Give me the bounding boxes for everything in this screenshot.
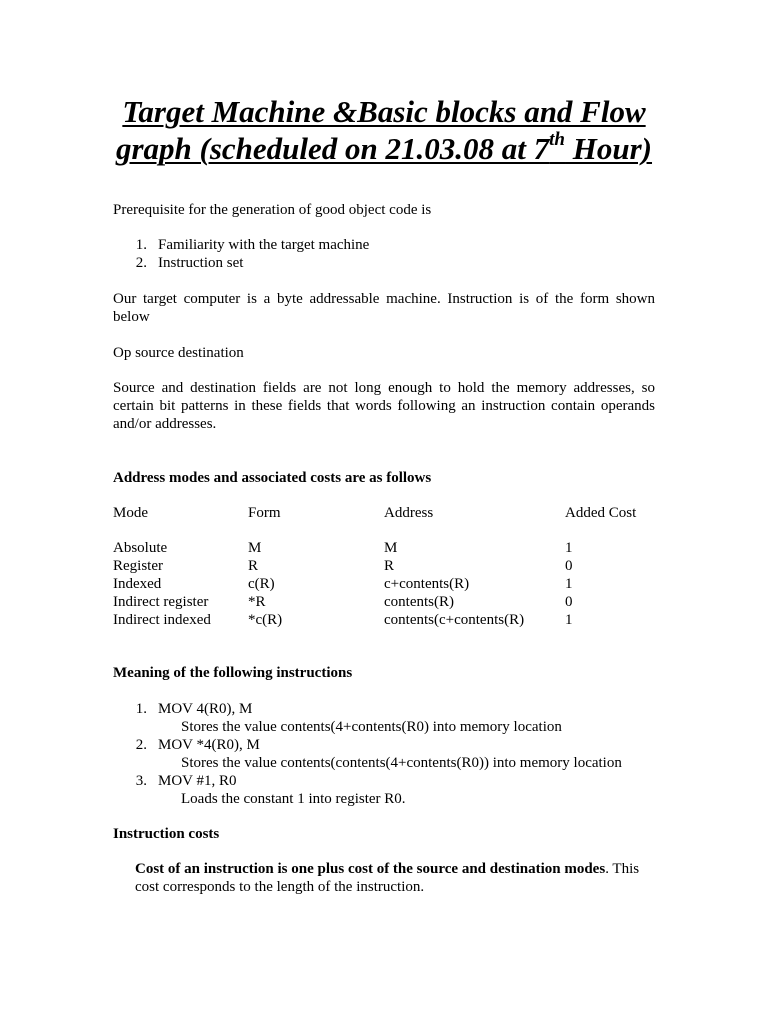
table-cell: Indirect register	[113, 594, 209, 610]
table-cell: c(R)	[248, 576, 275, 592]
table-cell: 0	[565, 558, 573, 574]
instruction-code: MOV *4(R0), M	[158, 737, 260, 753]
table-cell: *c(R)	[248, 612, 283, 628]
intro-paragraph: Prerequisite for the generation of good object code is	[113, 202, 432, 218]
table-cell: Indexed	[113, 576, 162, 592]
page-title	[60, 93, 708, 167]
table-row	[113, 539, 673, 557]
list-number: 1.	[135, 701, 147, 717]
table-cell: Absolute	[113, 540, 168, 556]
title-line-2-main: graph (scheduled on 21.03.08 at 7	[115, 131, 550, 166]
table-header: Address	[384, 505, 434, 521]
instruction-costs-heading: Instruction costs	[113, 826, 220, 842]
table-cell: c+contents(R)	[384, 576, 470, 592]
table-header: Form	[248, 505, 281, 521]
list-item	[113, 736, 673, 772]
title-line-2-end: Hour)	[565, 131, 653, 166]
list-text: Instruction set	[158, 255, 244, 271]
table-cell: M	[248, 540, 262, 556]
list-number: 2.	[135, 737, 147, 753]
table-cell: *R	[248, 594, 266, 610]
address-modes-heading: Address modes and associated costs are as follows	[113, 470, 432, 486]
table-cell: M	[384, 540, 398, 556]
fields-paragraph: Source and destination fields are not long enough to hold the memory addresses, so certain bit patterns in these fields that words following an instruction contain operands and/or addresses.	[113, 380, 655, 432]
instruction-description: Stores the value contents(contents(4+contents(R0)) into memory location	[181, 755, 622, 771]
title-line-1: Target Machine &Basic blocks and Flow	[122, 94, 646, 129]
op-form-line: Op source destination	[113, 345, 244, 361]
list-number: 2.	[135, 255, 147, 271]
list-text: Familiarity with the target machine	[158, 237, 370, 253]
list-number: 3.	[135, 773, 147, 789]
table-cell: Indirect indexed	[113, 612, 211, 628]
table-cell: 1	[565, 612, 573, 628]
table-cell: 1	[565, 540, 573, 556]
prerequisite-list	[113, 236, 673, 272]
table-header-row	[113, 504, 673, 522]
instruction-list	[113, 700, 673, 808]
instruction-code: MOV 4(R0), M	[158, 701, 253, 717]
table-cell: contents(R)	[384, 594, 454, 610]
table-cell: 0	[565, 594, 573, 610]
table-row	[113, 611, 673, 629]
address-modes-table	[113, 504, 673, 634]
cost-definition-bold: Cost of an instruction is one plus cost of the source and destination modes	[135, 861, 606, 877]
meaning-heading: Meaning of the following instructions	[113, 665, 353, 681]
list-item	[113, 772, 673, 808]
cost-definition-line-2: cost corresponds to the length of the instruction.	[135, 879, 425, 895]
table-cell: Register	[113, 558, 163, 574]
title-superscript: th	[549, 128, 566, 150]
table-cell: R	[248, 558, 259, 574]
table-cell: 1	[565, 576, 573, 592]
instruction-code: MOV #1, R0	[158, 773, 237, 789]
table-cell: contents(c+contents(R)	[384, 612, 525, 628]
table-row	[113, 557, 673, 575]
list-item	[113, 254, 673, 272]
list-item	[113, 700, 673, 736]
target-computer-paragraph: Our target computer is a byte addressable machine. Instruction is of the form shown below	[113, 291, 655, 325]
list-item	[113, 236, 673, 254]
list-number: 1.	[135, 237, 147, 253]
table-row	[113, 575, 673, 593]
cost-definition-suffix: . This	[605, 861, 640, 877]
table-header: Mode	[113, 505, 148, 521]
table-cell: R	[384, 558, 395, 574]
instruction-description: Loads the constant 1 into register R0.	[181, 791, 406, 807]
instruction-description: Stores the value contents(4+contents(R0) into memory location	[181, 719, 562, 735]
table-header: Added Cost	[565, 505, 637, 521]
instruction-cost-paragraph	[135, 860, 665, 896]
table-row	[113, 593, 673, 611]
